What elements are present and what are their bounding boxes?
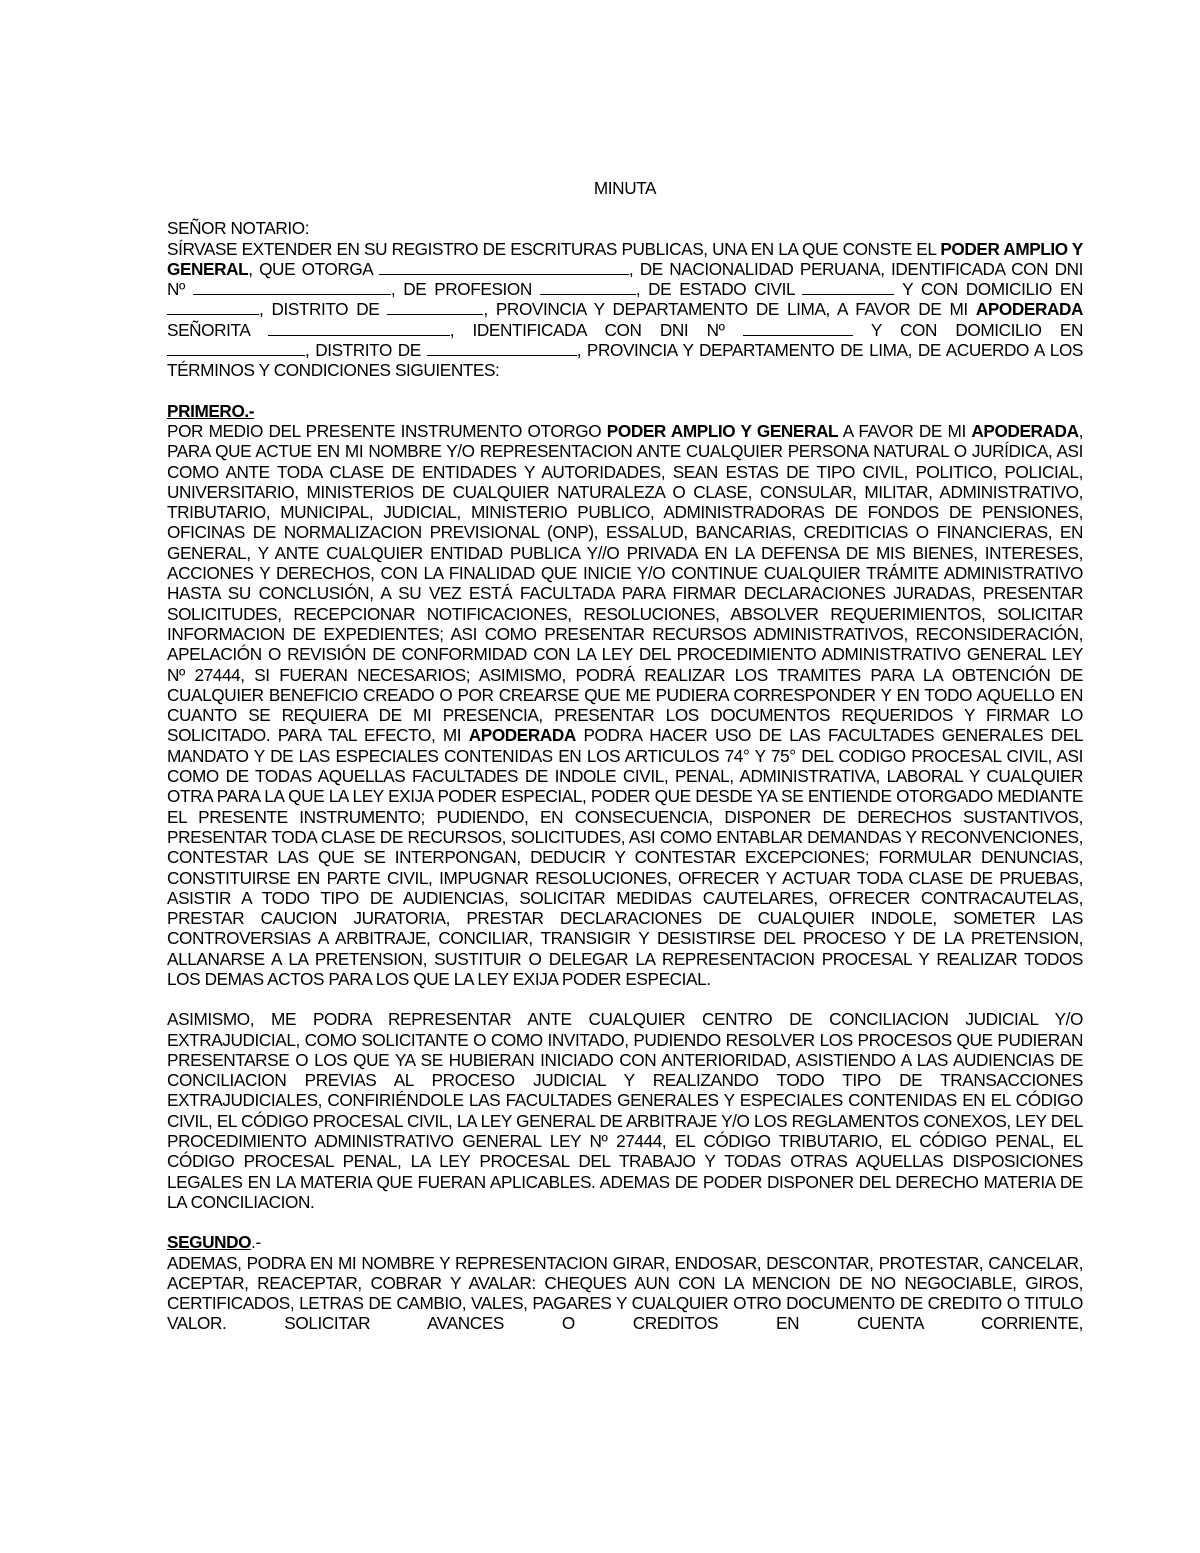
clause-segundo-text: ADEMAS, PODRA EN MI NOMBRE Y REPRESENTACION GIRAR, ENDOSAR, DESCONTAR, PROTESTAR, CANCELAR, ACEPTAR, REACEPTAR, COBRAR Y AVALAR: CHEQUES AUN CON LA MENCION DE NO NEGOCIABLE, GIROS, CERTIFICADOS, LETRAS DE CAMBIO, VALES, PAGARES Y CUALQUIER OTRO DOCUMENTO DE CREDITO O TITULO VALOR. SOLICITAR AVANCES O CREDITOS EN CUENTA CORRIENTE, [167, 1252, 1083, 1334]
document-page [167, 178, 1083, 1334]
blank-civil-status [802, 279, 894, 295]
blank-attorney-address [167, 340, 305, 356]
intro-paragraph: SÍRVASE EXTENDER EN SU REGISTRO DE ESCRITURAS PUBLICAS, UNA EN LA QUE CONSTE EL PODER AMPLIO Y GENERAL, QUE OTORGA , DE NACIONALIDAD PERUANA, IDENTIFICADA CON DNI Nº , DE PROFESION , DE ESTADO CIVIL Y CON DOMICILIO EN , DISTRITO DE , PROVINCIA Y DEPARTAMENTO DE LIMA, A FAVOR DE MI APODERADA SEÑORITA , IDENTIFICADA CON DNI Nº Y CON DOMICILIO EN , DISTRITO DE , PROVINCIA Y DEPARTAMENTO DE LIMA, DE ACUERDO A LOS TÉRMINOS Y CONDICIONES SIGUIENTES: [167, 238, 1084, 381]
clause-primero-heading: PRIMERO.- [167, 400, 255, 421]
clause-primero-text: POR MEDIO DEL PRESENTE INSTRUMENTO OTORGO PODER AMPLIO Y GENERAL A FAVOR DE MI APODERADA, PARA QUE ACTUE EN MI NOMBRE Y/O REPRESENTACION ANTE CUALQUIER PERSONA NATURAL O JURÍDICA, ASI COMO ANTE TODA CLASE DE ENTIDADES Y AUTORIDADES, SEAN ESTAS DE TIPO CIVIL, POLITICO, POLICIAL, UNIVERSITARIO, MINISTERIOS DE CUALQUIER NATURALEZA O CLASE, CONSULAR, MILITAR, ADMINISTRATIVO, TRIBUTARIO, MUNICIPAL, JUDICIAL, MINISTERIO PUBLICO, ADMINISTRADORAS DE FONDOS DE PENSIONES, OFICINAS DE NORMALIZACION PREVISIONAL (ONP), ESSALUD, BANCARIAS, CREDITICIAS O FINANCIERAS, EN GENERAL, Y ANTE CUALQUIER ENTIDAD PUBLICA Y//O PRIVADA EN LA DEFENSA DE MIS BIENES, INTERESES, ACCIONES Y DERECHOS, CON LA FINALIDAD QUE INICIE Y/O CONTINUE CUALQUIER TRÁMITE ADMINISTRATIVO HASTA SU CONCLUSIÓN, A SU VEZ ESTÁ FACULTADA PARA FIRMAR DECLARACIONES JURADAS, PRESENTAR SOLICITUDES, RECEPCIONAR NOTIFICACIONES, RESOLUCIONES, ABSOLVER REQUERIMIENTOS, SOLICITAR INFORMACION DE EXPEDIENTES; ASI COMO PRESENTAR RECURSOS ADMINISTRATIVOS, RECONSIDERACIÓN, APELACIÓN O REVISIÓN DE CONFORMIDAD CON LA LEY DEL PROCEDIMIENTO ADMINISTRATIVO GENERAL LEY Nº 27444, SI FUERAN NECESARIOS; ASIMISMO, PODRÁ REALIZAR LOS TRAMITES PARA LA OBTENCIÓN DE CUALQUIER BENEFICIO CREADO O POR CREARSE QUE ME PUDIERA CORRESPONDER Y EN TODO AQUELLO EN CUANTO SE REQUIERA DE MI PRESENCIA, PRESENTAR LOS DOCUMENTOS REQUERIDOS Y FIRMAR LO SOLICITADO. PARA TAL EFECTO, MI APODERADA PODRA HACER USO DE LAS FACULTADES GENERALES DEL MANDATO Y DE LAS ESPECIALES CONTENIDAS EN LOS ARTICULOS 74° Y 75° DEL CODIGO PROCESAL CIVIL, ASI COMO DE TODAS AQUELLAS FACULTADES DE INDOLE CIVIL, PENAL, ADMINISTRATIVA, LABORAL Y CUALQUIER OTRA PARA LA QUE LA LEY EXIJA PODER ESPECIAL, PODER QUE DESDE YA SE ENTIENDE OTORGADO MEDIANTE EL PRESENTE INSTRUMENTO; PUDIENDO, EN CONSECUENCIA, DISPONER DE DERECHOS SUSTANTIVOS, PRESENTAR TODA CLASE DE RECURSOS, SOLICITUDES, ASI COMO ENTABLAR DEMANDAS Y RECONVENCIONES, CONTESTAR LAS QUE SE INTERPONGAN, DEDUCIR Y CONTESTAR EXCEPCIONES; FORMULAR DENUNCIAS, CONSTITUIRSE EN PARTE CIVIL, IMPUGNAR RESOLUCIONES, OFRECER Y ACTUAR TODA CLASE DE PRUEBAS, ASISTIR A TODO TIPO DE AUDIENCIAS, SOLICITAR MEDIDAS CAUTELARES, OFRECER CONTRACAUTELAS, PRESTAR CAUCION JURATORIA, PRESTAR DECLARACIONES DE CUALQUIER INDOLE, SOMETER LAS CONTROVERSIAS A ARBITRAJE, CONCILIAR, TRANSIGIR Y DESISTIRSE DEL PROCESO Y DE LA PRETENSION, ALLANARSE A LA PRETENSION, SUSTITUIR O DELEGAR LA REPRESENTACION PROCESAL Y REALIZAR TODOS LOS DEMAS ACTOS PARA LOS QUE LA LEY EXIJA PODER ESPECIAL. [167, 420, 1084, 989]
blank-grantor-name [379, 259, 629, 275]
clause-segundo-heading: SEGUNDO.- [167, 1232, 261, 1253]
salutation: SEÑOR NOTARIO: [167, 218, 310, 239]
blank-grantor-dni [193, 279, 391, 295]
blank-address [167, 299, 259, 315]
blank-attorney-dni [743, 320, 853, 336]
blank-district [387, 299, 483, 315]
blank-profession [540, 279, 636, 295]
document-title: MINUTA [593, 178, 657, 198]
blank-attorney-name [268, 320, 450, 336]
blank-attorney-district [427, 340, 577, 356]
asimismo-paragraph: ASIMISMO, ME PODRA REPRESENTAR ANTE CUALQUIER CENTRO DE CONCILIACION JUDICIAL Y/O EXTRAJUDICIAL, COMO SOLICITANTE O COMO INVITADO, PUDIENDO RESOLVER LOS PROCESOS QUE PUDIERAN PRESENTARSE O LOS QUE YA SE HUBIERAN INICIADO CON ANTERIORIDAD, ASISTIENDO A LAS AUDIENCIAS DE CONCILIACION PREVIAS AL PROCESO JUDICIAL Y REALIZANDO TODO TIPO DE TRANSACCIONES EXTRAJUDICIALES, CONFIRIÉNDOLE LAS FACULTADES GENERALES Y ESPECIALES CONTENIDAS EN EL CÓDIGO CIVIL, EL CÓDIGO PROCESAL CIVIL, LA LEY GENERAL DE ARBITRAJE Y/O LOS REGLAMENTOS CONEXOS, LEY DEL PROCEDIMIENTO ADMINISTRATIVO GENERAL LEY Nº 27444, EL CÓDIGO TRIBUTARIO, EL CÓDIGO PENAL, EL CÓDIGO PROCESAL PENAL, LA LEY PROCESAL DEL TRABAJO Y TODAS OTRAS AQUELLAS DISPOSICIONES LEGALES EN LA MATERIA QUE FUERAN APLICABLES. ADEMAS DE PODER DISPONER DEL DERECHO MATERIA DE LA CONCILIACION. [167, 1009, 1083, 1212]
